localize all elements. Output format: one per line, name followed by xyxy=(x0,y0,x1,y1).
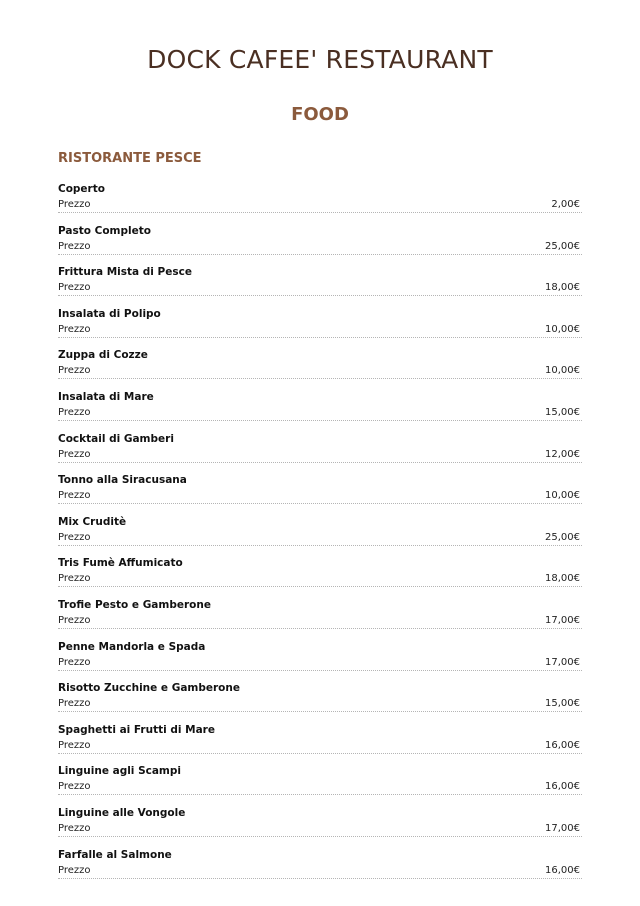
item-price-row xyxy=(58,571,582,587)
item-name: Mix Cruditè xyxy=(58,515,127,528)
menu-item xyxy=(58,390,582,432)
item-price-row xyxy=(58,447,582,463)
menu-item xyxy=(58,307,582,349)
item-price-row xyxy=(58,405,582,421)
item-price: 18,00€ xyxy=(545,573,580,585)
item-price-label: Prezzo xyxy=(58,864,91,876)
item-price-label: Prezzo xyxy=(58,490,91,502)
item-price: 10,00€ xyxy=(545,365,580,377)
menu-item xyxy=(58,515,582,557)
item-price-label: Prezzo xyxy=(58,531,91,543)
restaurant-title: DOCK CAFEE' RESTAURANT xyxy=(147,45,493,74)
item-price-label: Prezzo xyxy=(58,448,91,460)
item-price-row xyxy=(58,530,582,546)
item-price: 16,00€ xyxy=(545,739,580,751)
item-price: 10,00€ xyxy=(545,323,580,335)
menu-item xyxy=(58,848,582,890)
item-price-row xyxy=(58,655,582,671)
item-price: 15,00€ xyxy=(545,406,580,418)
item-price: 25,00€ xyxy=(545,240,580,252)
item-price-row xyxy=(58,239,582,255)
item-price: 15,00€ xyxy=(545,698,580,710)
item-price: 12,00€ xyxy=(545,448,580,460)
item-price: 2,00€ xyxy=(551,199,580,210)
menu-item xyxy=(58,473,582,515)
item-price-row xyxy=(58,613,582,629)
item-price-label: Prezzo xyxy=(58,614,91,626)
item-name: Farfalle al Salmone xyxy=(58,848,172,861)
item-name: Frittura Mista di Pesce xyxy=(58,266,192,279)
item-price: 10,00€ xyxy=(545,490,580,502)
item-price-label: Prezzo xyxy=(58,406,91,418)
item-name: Linguine alle Vongole xyxy=(58,806,186,819)
category-title: RISTORANTE PESCE xyxy=(58,151,202,166)
item-name: Insalata di Polipo xyxy=(58,307,161,320)
menu-item xyxy=(58,806,582,848)
item-name: Tonno alla Siracusana xyxy=(58,474,187,487)
section-heading-food: FOOD xyxy=(291,104,349,125)
item-price-label: Prezzo xyxy=(58,282,91,294)
menu-list xyxy=(58,182,582,889)
item-price: 17,00€ xyxy=(545,656,580,668)
item-name: Penne Mandorla e Spada xyxy=(58,640,206,653)
item-price-row xyxy=(58,488,582,504)
item-price-row xyxy=(58,821,582,837)
menu-item xyxy=(58,764,582,806)
item-price-label: Prezzo xyxy=(58,822,91,834)
menu-item xyxy=(58,723,582,765)
item-name: Insalata di Mare xyxy=(58,390,154,403)
menu-item xyxy=(58,556,582,598)
item-name: Risotto Zucchine e Gamberone xyxy=(58,682,240,695)
item-price-row xyxy=(58,738,582,754)
item-price: 17,00€ xyxy=(545,614,580,626)
item-price-row xyxy=(58,696,582,712)
item-name: Coperto xyxy=(58,183,105,195)
menu-item xyxy=(58,432,582,474)
item-name: Cocktail di Gamberi xyxy=(58,432,174,445)
item-price-label: Prezzo xyxy=(58,698,91,710)
item-name: Trofie Pesto e Gamberone xyxy=(58,598,211,611)
item-price-row xyxy=(58,280,582,296)
item-price-label: Prezzo xyxy=(58,199,91,210)
item-name: Tris Fumè Affumicato xyxy=(58,557,183,570)
item-price-row xyxy=(58,779,582,795)
item-price: 25,00€ xyxy=(545,531,580,543)
item-price-label: Prezzo xyxy=(58,240,91,252)
item-price-label: Prezzo xyxy=(58,781,91,793)
item-price: 18,00€ xyxy=(545,282,580,294)
menu-item xyxy=(58,598,582,640)
item-price-row xyxy=(58,363,582,379)
item-name: Spaghetti ai Frutti di Mare xyxy=(58,723,215,736)
menu-item xyxy=(58,681,582,723)
item-price-label: Prezzo xyxy=(58,573,91,585)
item-name: Linguine agli Scampi xyxy=(58,765,181,778)
item-price-label: Prezzo xyxy=(58,365,91,377)
item-price-label: Prezzo xyxy=(58,739,91,751)
menu-item xyxy=(58,640,582,682)
item-name: Zuppa di Cozze xyxy=(58,349,148,362)
menu-item xyxy=(58,265,582,307)
menu-item xyxy=(58,182,582,224)
item-name: Pasto Completo xyxy=(58,224,151,237)
menu-item xyxy=(58,224,582,266)
item-price: 16,00€ xyxy=(545,864,580,876)
item-price-label: Prezzo xyxy=(58,323,91,335)
item-price: 16,00€ xyxy=(545,781,580,793)
item-price-label: Prezzo xyxy=(58,656,91,668)
item-price-row xyxy=(58,322,582,338)
item-price-row xyxy=(58,197,582,213)
item-price: 17,00€ xyxy=(545,822,580,834)
menu-item xyxy=(58,348,582,390)
item-price-row xyxy=(58,863,582,879)
